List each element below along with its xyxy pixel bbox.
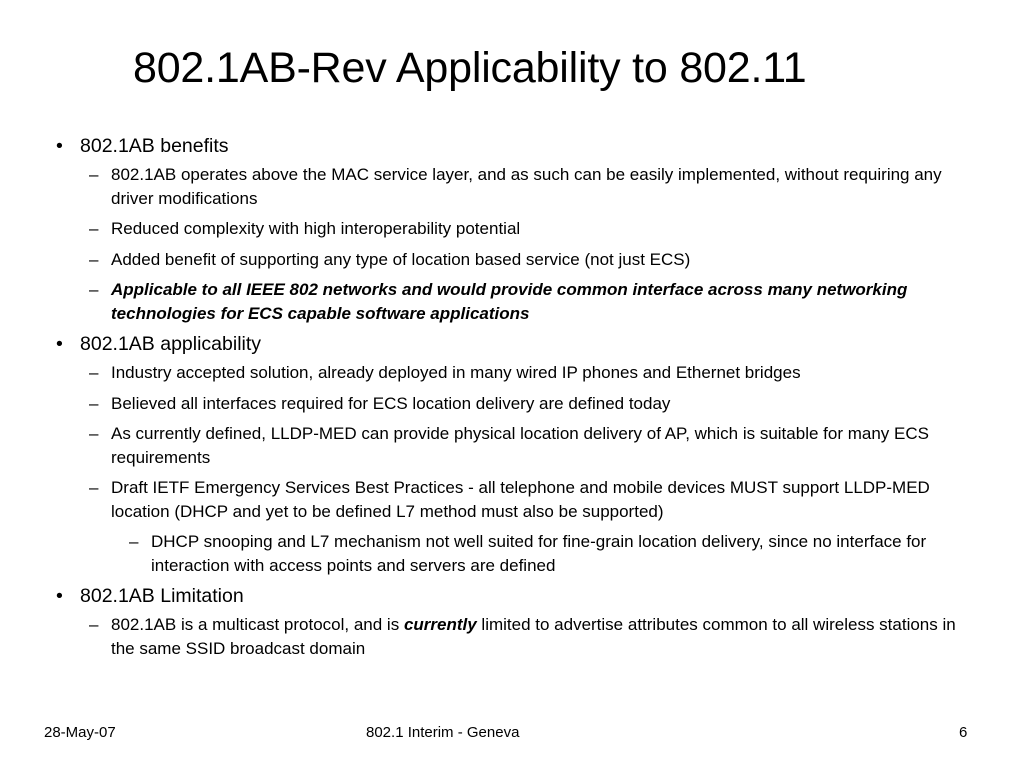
bullet-text: 802.1AB benefits (80, 135, 229, 157)
sub-bullet-text: As currently defined, LLDP-MED can provide physical location delivery of AP, which is suitable for many ECS requirements (111, 424, 929, 467)
slide-body (0, 134, 1024, 667)
sub-bullet-text: Believed all interfaces required for ECS location delivery are defined today (111, 393, 671, 413)
footer-event: 802.1 Interim - Geneva (366, 724, 520, 741)
sub-bullet-industry-accepted (0, 361, 1024, 385)
sub-bullet-text: Industry accepted solution, already deployed in many wired IP phones and Ethernet bridges (111, 363, 801, 382)
dash-marker: – (89, 478, 99, 497)
sub-bullet-interfaces-defined (0, 392, 1024, 416)
dash-marker: – (89, 165, 99, 184)
sub-bullet-applicable-all-ieee-802 (0, 278, 1024, 325)
bullet-text: 802.1AB Limitation (80, 585, 244, 607)
bullet-802-1ab-benefits (0, 134, 1024, 159)
sub-sub-bullet-dhcp-snooping (0, 530, 1024, 577)
sub-bullet-text: Added benefit of supporting any type of location based service (not just ECS) (111, 249, 691, 269)
footer-page-number: 6 (959, 724, 968, 741)
dash-marker: – (89, 249, 99, 269)
dash-marker: – (89, 280, 99, 299)
sub-bullet-text: 802.1AB operates above the MAC service layer, and as such can be easily implemented, without requiring any driver modifications (111, 165, 942, 208)
slide-title: 802.1AB-Rev Applicability to 802.11 (133, 44, 807, 92)
dash-marker: – (89, 424, 99, 443)
text-after-emphasis: limited to advertise attributes common to all wireless stations in the same SSID broadcast domain (111, 615, 956, 658)
bullet-marker: • (56, 333, 63, 355)
emphasized-word: currently (403, 615, 477, 634)
footer-date: 28-May-07 (44, 724, 116, 741)
bullet-marker: • (56, 135, 63, 157)
sub-bullet-mac-service-layer (0, 163, 1024, 210)
dash-marker: – (129, 532, 139, 551)
text-before-emphasis: 802.1AB is a multicast protocol, and is (111, 615, 404, 634)
bullet-802-1ab-applicability (0, 332, 1024, 357)
sub-bullet-draft-ietf (0, 476, 1024, 523)
dash-marker: – (89, 615, 99, 634)
dash-marker: – (89, 219, 99, 238)
sub-bullet-emphasized-text: Applicable to all IEEE 802 networks and would provide common interface across many networking technologies for ECS capable software applications (111, 280, 908, 323)
sub-bullet-lldp-med-location (0, 422, 1024, 469)
sub-bullet-reduced-complexity (0, 217, 1024, 241)
sub-bullet-multicast-protocol (0, 613, 1024, 660)
sub-sub-bullet-text: DHCP snooping and L7 mechanism not well suited for fine-grain location delivery, since no interface for interaction with access points and servers are defined (151, 532, 927, 575)
bullet-text: 802.1AB applicability (80, 333, 262, 355)
sub-bullet-text (111, 615, 956, 658)
sub-bullet-text: Draft IETF Emergency Services Best Practices - all telephone and mobile devices MUST support LLDP-MED location (DHCP and yet to be defined L7 method must also be supported) (111, 478, 930, 521)
sub-bullet-text: Reduced complexity with high interoperability potential (111, 219, 521, 238)
sub-bullet-added-benefit (0, 248, 1024, 272)
bullet-802-1ab-limitation (0, 584, 1024, 609)
dash-marker: – (89, 363, 99, 382)
dash-marker: – (89, 393, 99, 413)
bullet-marker: • (56, 585, 63, 607)
